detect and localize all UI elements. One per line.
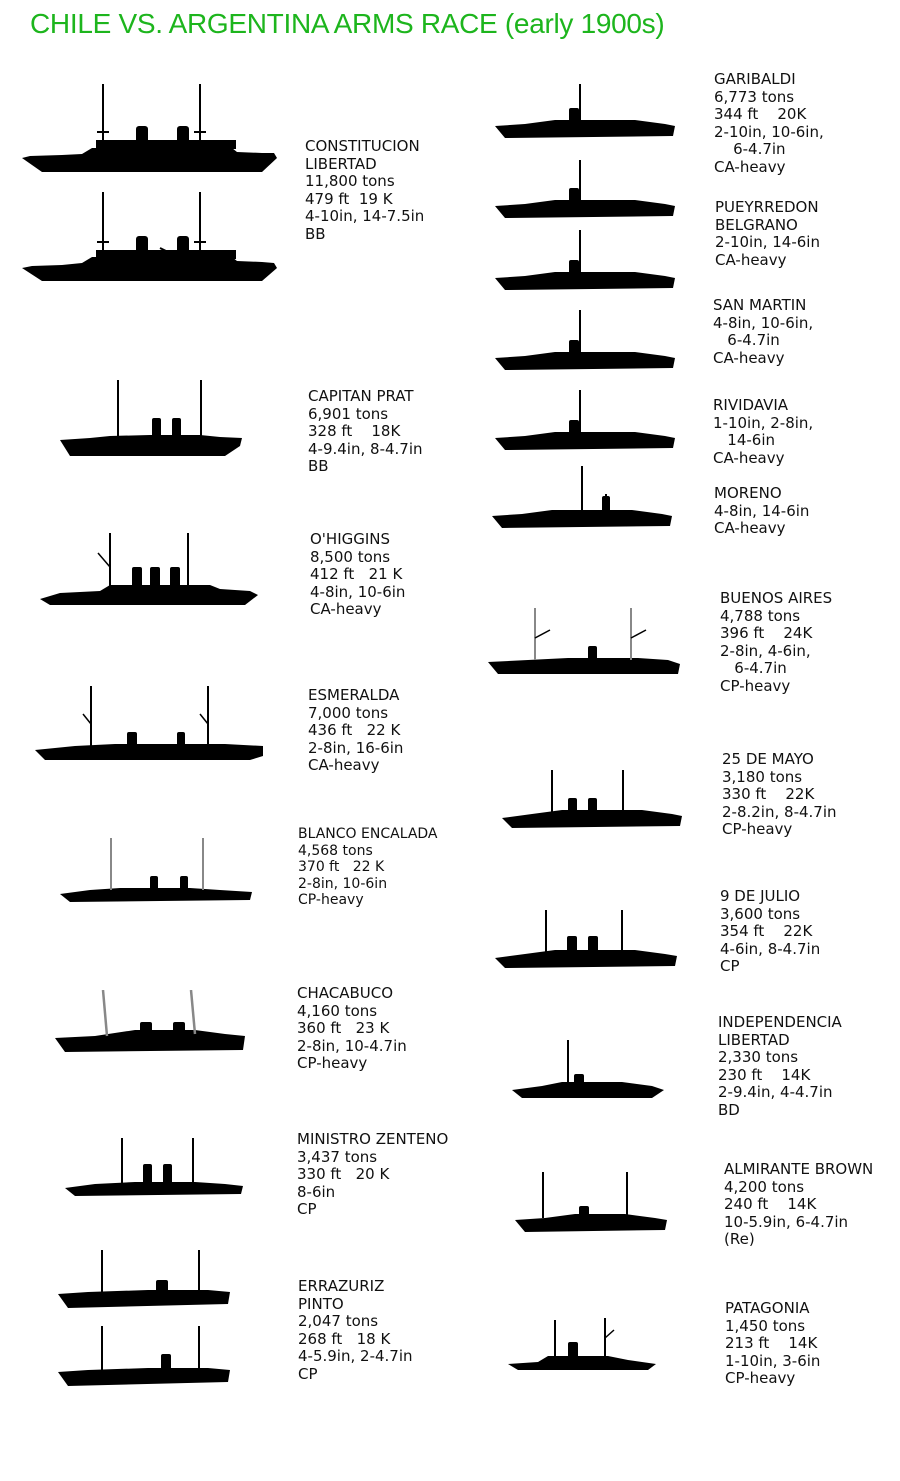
- ship-tonnage: 4,568 tons: [298, 842, 373, 859]
- ship-silhouette-errazuriz-2: [58, 1326, 233, 1388]
- ship-silhouette-belgrano: [495, 230, 677, 292]
- ship-info-capitan-prat: [308, 388, 423, 476]
- ship-tonnage: 1,450 tons: [725, 1316, 806, 1335]
- ship-armament: 2-8.2in, 8-4.7in: [722, 802, 837, 821]
- ship-armament: 4-8in, 10-6in: [310, 582, 406, 601]
- ship-info-25-de-mayo: [722, 751, 837, 839]
- ship-length-speed: 412 ft 21 K: [310, 565, 403, 583]
- ship-armament: 4-5.9in, 2-4.7in: [298, 1347, 413, 1365]
- ship-armament: 2-8in, 16-6in: [308, 738, 404, 757]
- ship-armament: 10-5.9in, 6-4.7in: [724, 1212, 849, 1231]
- ship-info-san-martin: [713, 297, 813, 367]
- ship-length-speed: 436 ft 22 K: [308, 721, 401, 739]
- ship-length-speed: 370 ft 22 K: [298, 859, 385, 875]
- ship-armament-2: 6-4.7in: [720, 659, 787, 677]
- ship-silhouette-constitucion-2: [22, 192, 282, 284]
- ship-armament: 4-8in, 10-6in,: [713, 313, 814, 332]
- ship-silhouette-rividavia: [495, 390, 677, 452]
- ship-name: ESMERALDA: [308, 686, 400, 704]
- ship-name: ALMIRANTE BROWN: [724, 1160, 874, 1178]
- ship-silhouette-esmeralda: [35, 686, 265, 764]
- ship-armament-2: 14-6in: [713, 431, 776, 449]
- ship-name: BUENOS AIRES: [720, 589, 833, 607]
- ship-tonnage: 3,180 tons: [722, 767, 803, 786]
- ship-tonnage: 4,160 tons: [297, 1001, 378, 1020]
- ship-silhouette-moreno: [492, 466, 674, 532]
- ship-silhouette-25-de-mayo: [502, 770, 684, 832]
- ship-length-speed: 330 ft 20 K: [297, 1165, 390, 1183]
- ship-info-garibaldi: [714, 71, 824, 176]
- ship-tonnage: 7,000 tons: [308, 703, 389, 722]
- ship-info-pueyrredon: [715, 199, 820, 269]
- ship-class: BD: [718, 1100, 740, 1119]
- ship-name: CAPITAN PRAT: [308, 387, 414, 405]
- ship-class: CP: [298, 1364, 318, 1383]
- ship-tonnage: 6,773 tons: [714, 87, 795, 106]
- ship-name-2: LIBERTAD: [305, 154, 377, 173]
- ship-class: CP-heavy: [298, 892, 364, 908]
- ship-tonnage: 8,500 tons: [310, 547, 391, 566]
- ship-name: MORENO: [714, 484, 782, 502]
- ship-length-speed: 479 ft 19 K: [305, 189, 393, 208]
- ship-info-patagonia: [725, 1300, 820, 1388]
- ship-length-speed: 396 ft 24K: [720, 624, 813, 642]
- ship-armament: 4-6in, 8-4.7in: [720, 939, 821, 958]
- ship-info-blanco-encalada: [298, 826, 438, 909]
- ship-silhouette-blanco-encalada: [60, 838, 255, 904]
- ship-name: O'HIGGINS: [310, 530, 391, 548]
- ship-armament: 2-10in, 14-6in: [715, 233, 820, 251]
- ship-tonnage: 4,788 tons: [720, 606, 801, 625]
- ship-info-ohiggins: [310, 531, 405, 619]
- ship-tonnage: 6,901 tons: [308, 404, 389, 423]
- ship-silhouette-ohiggins: [40, 533, 260, 609]
- ship-silhouette-san-martin: [495, 310, 677, 372]
- ship-tonnage: 4,200 tons: [724, 1177, 805, 1196]
- ship-tonnage: 11,800 tons: [305, 172, 395, 190]
- ship-info-almirante-brown: [724, 1161, 873, 1249]
- ship-armament: 2-8in, 10-6in: [298, 875, 388, 892]
- ship-armament: 4-8in, 14-6in: [714, 501, 810, 520]
- ship-info-errazuriz: [298, 1278, 413, 1383]
- ship-silhouette-garibaldi: [495, 84, 677, 142]
- ship-name-2: PINTO: [298, 1294, 344, 1313]
- ship-length-speed: 360 ft 23 K: [297, 1019, 390, 1037]
- ship-class: BB: [305, 224, 326, 243]
- ship-tonnage: 3,600 tons: [720, 904, 801, 923]
- ship-armament: 8-6in: [297, 1182, 336, 1201]
- ship-class: BB: [308, 457, 329, 475]
- ship-name-2: BELGRANO: [715, 215, 798, 234]
- ship-name: 25 DE MAYO: [722, 750, 814, 768]
- ship-name: 9 DE JULIO: [720, 887, 801, 905]
- ship-info-buenos-aires: [720, 590, 832, 695]
- ship-armament-2: 6-4.7in: [714, 140, 786, 158]
- ship-tonnage: 3,437 tons: [297, 1147, 378, 1166]
- ship-info-ministro-zenteno: [297, 1131, 448, 1219]
- ship-class: (Re): [724, 1230, 755, 1248]
- ship-tonnage: 2,330 tons: [718, 1048, 799, 1066]
- ship-class: CP-heavy: [725, 1369, 796, 1387]
- ship-length-speed: 354 ft 22K: [720, 922, 813, 940]
- ship-class: CA-heavy: [310, 600, 382, 618]
- ship-armament: 2-9.4in, 4-4.7in: [718, 1083, 833, 1101]
- ship-info-moreno: [714, 485, 809, 538]
- ship-info-constitucion: [305, 138, 424, 243]
- ship-length-speed: 213 ft 14K: [725, 1334, 818, 1352]
- ship-silhouette-chacabuco: [55, 990, 247, 1056]
- ship-info-independencia: [718, 1014, 842, 1119]
- ship-armament-2: 6-4.7in: [713, 331, 780, 349]
- ship-length-speed: 268 ft 18 K: [298, 1329, 391, 1348]
- ship-silhouette-constitucion-1: [22, 84, 282, 176]
- ship-armament: 1-10in, 3-6in: [725, 1351, 821, 1370]
- ship-silhouette-patagonia: [508, 1318, 660, 1372]
- ship-info-esmeralda: [308, 687, 403, 775]
- ship-armament: 2-8in, 4-6in,: [720, 641, 811, 660]
- ship-length-speed: 330 ft 22K: [722, 785, 815, 803]
- ship-name: ERRAZURIZ: [298, 1277, 385, 1295]
- ship-class: CP-heavy: [722, 820, 793, 838]
- ship-name-2: LIBERTAD: [718, 1030, 790, 1049]
- ship-name: PUEYRREDON: [715, 198, 819, 216]
- ship-length-speed: 344 ft 20K: [714, 105, 807, 123]
- ship-name: CHACABUCO: [297, 984, 394, 1002]
- ship-info-rividavia: [713, 397, 813, 467]
- page-title: CHILE VS. ARGENTINA ARMS RACE (early 1900s): [30, 8, 665, 39]
- ship-silhouette-pueyrredon: [495, 160, 677, 220]
- ship-name: INDEPENDENCIA: [718, 1013, 842, 1031]
- ship-length-speed: 230 ft 14K: [718, 1065, 811, 1084]
- ship-class: CA-heavy: [714, 519, 786, 537]
- ship-info-9-de-julio: [720, 888, 820, 976]
- ship-silhouette-capitan-prat: [60, 380, 245, 460]
- ship-name: PATAGONIA: [725, 1299, 810, 1317]
- ship-armament: 4-9.4in, 8-4.7in: [308, 439, 423, 458]
- ship-class: CA-heavy: [713, 348, 785, 367]
- ship-armament: 2-10in, 10-6in,: [714, 122, 824, 141]
- ship-length-speed: 240 ft 14K: [724, 1195, 817, 1213]
- ship-name: SAN MARTIN: [713, 296, 807, 314]
- ship-class: CA-heavy: [713, 448, 785, 467]
- ship-silhouette-buenos-aires: [488, 608, 683, 678]
- ship-class: CA-heavy: [715, 250, 787, 269]
- ship-silhouette-ministro-zenteno: [65, 1138, 245, 1200]
- ship-armament: 1-10in, 2-8in,: [713, 413, 814, 432]
- ship-class: CP-heavy: [720, 676, 791, 695]
- ship-armament: 2-8in, 10-4.7in: [297, 1036, 407, 1055]
- ship-armament: 4-10in, 14-7.5in: [305, 207, 425, 225]
- ship-silhouette-9-de-julio: [495, 910, 680, 972]
- ship-class: CP: [720, 957, 740, 975]
- ship-name: MINISTRO ZENTENO: [297, 1130, 449, 1148]
- ship-name: CONSTITUCION: [305, 137, 420, 155]
- ship-class: CP-heavy: [297, 1054, 368, 1072]
- ship-length-speed: 328 ft 18K: [308, 422, 401, 440]
- ship-silhouette-independencia: [512, 1040, 667, 1102]
- ship-silhouette-errazuriz-1: [58, 1250, 233, 1312]
- ship-name: GARIBALDI: [714, 70, 796, 88]
- ship-tonnage: 2,047 tons: [298, 1312, 379, 1330]
- ship-class: CA-heavy: [308, 756, 380, 774]
- ship-silhouette-almirante-brown: [515, 1172, 670, 1234]
- ship-class: CA-heavy: [714, 157, 786, 176]
- ship-name: BLANCO ENCALADA: [298, 826, 438, 842]
- ship-name: RIVIDAVIA: [713, 396, 789, 414]
- ship-info-chacabuco: [297, 985, 407, 1073]
- ship-class: CP: [297, 1200, 317, 1218]
